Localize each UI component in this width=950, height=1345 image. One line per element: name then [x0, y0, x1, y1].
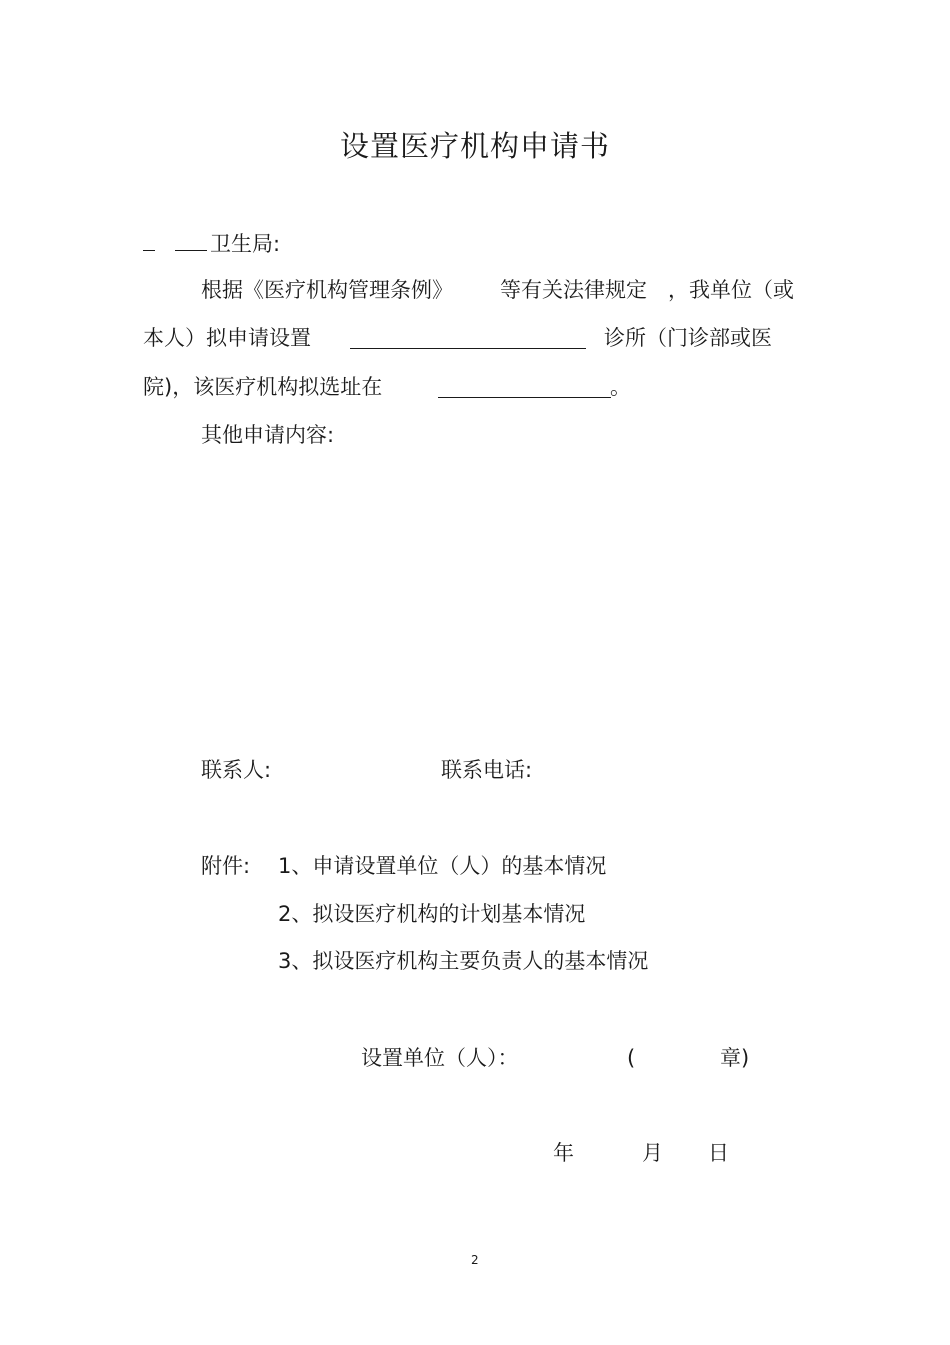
- addressee-suffix: 卫生局:: [210, 232, 281, 256]
- contact-person-label: 联系人:: [201, 758, 272, 782]
- body-line-1a: 根据《医疗机构管理条例》: [201, 278, 453, 302]
- body-line-1c: ，我单位（或: [668, 278, 794, 302]
- clinic-name-blank[interactable]: [350, 326, 586, 353]
- other-content-label: 其他申请内容:: [201, 423, 335, 447]
- body-line-3b: 。: [610, 375, 631, 399]
- body-line-3a: 院)，该医疗机构拟选址在: [143, 375, 383, 399]
- attachments-label: 附件:: [201, 854, 251, 878]
- document-title: 设置医疗机构申请书: [339, 129, 610, 163]
- body-line-1b: 等有关法律规定: [500, 278, 647, 302]
- date-year: 年: [553, 1141, 574, 1165]
- date-day: 日: [708, 1141, 729, 1165]
- date-month: 月: [642, 1141, 663, 1165]
- signature-label: 设置单位（人）：: [361, 1046, 519, 1070]
- address-blank[interactable]: [438, 375, 611, 402]
- contact-phone-label: 联系电话:: [441, 758, 533, 782]
- attachment-item: 2、拟设医疗机构的计划基本情况: [278, 902, 586, 926]
- attachment-item: 3、拟设医疗机构主要负责人的基本情况: [278, 949, 649, 973]
- body-line-2b: 诊所（门诊部或医: [604, 326, 772, 350]
- addressee-line: [143, 228, 280, 259]
- seal-open: (: [627, 1046, 636, 1070]
- page-number: 2: [471, 1253, 479, 1267]
- body-line-2a: 本人）拟申请设置: [143, 326, 311, 350]
- seal-close: 章): [720, 1046, 750, 1070]
- addressee-blank-2[interactable]: [175, 228, 207, 251]
- addressee-blank-1[interactable]: [143, 228, 155, 251]
- attachment-item: 1、申请设置单位（人）的基本情况: [278, 854, 607, 878]
